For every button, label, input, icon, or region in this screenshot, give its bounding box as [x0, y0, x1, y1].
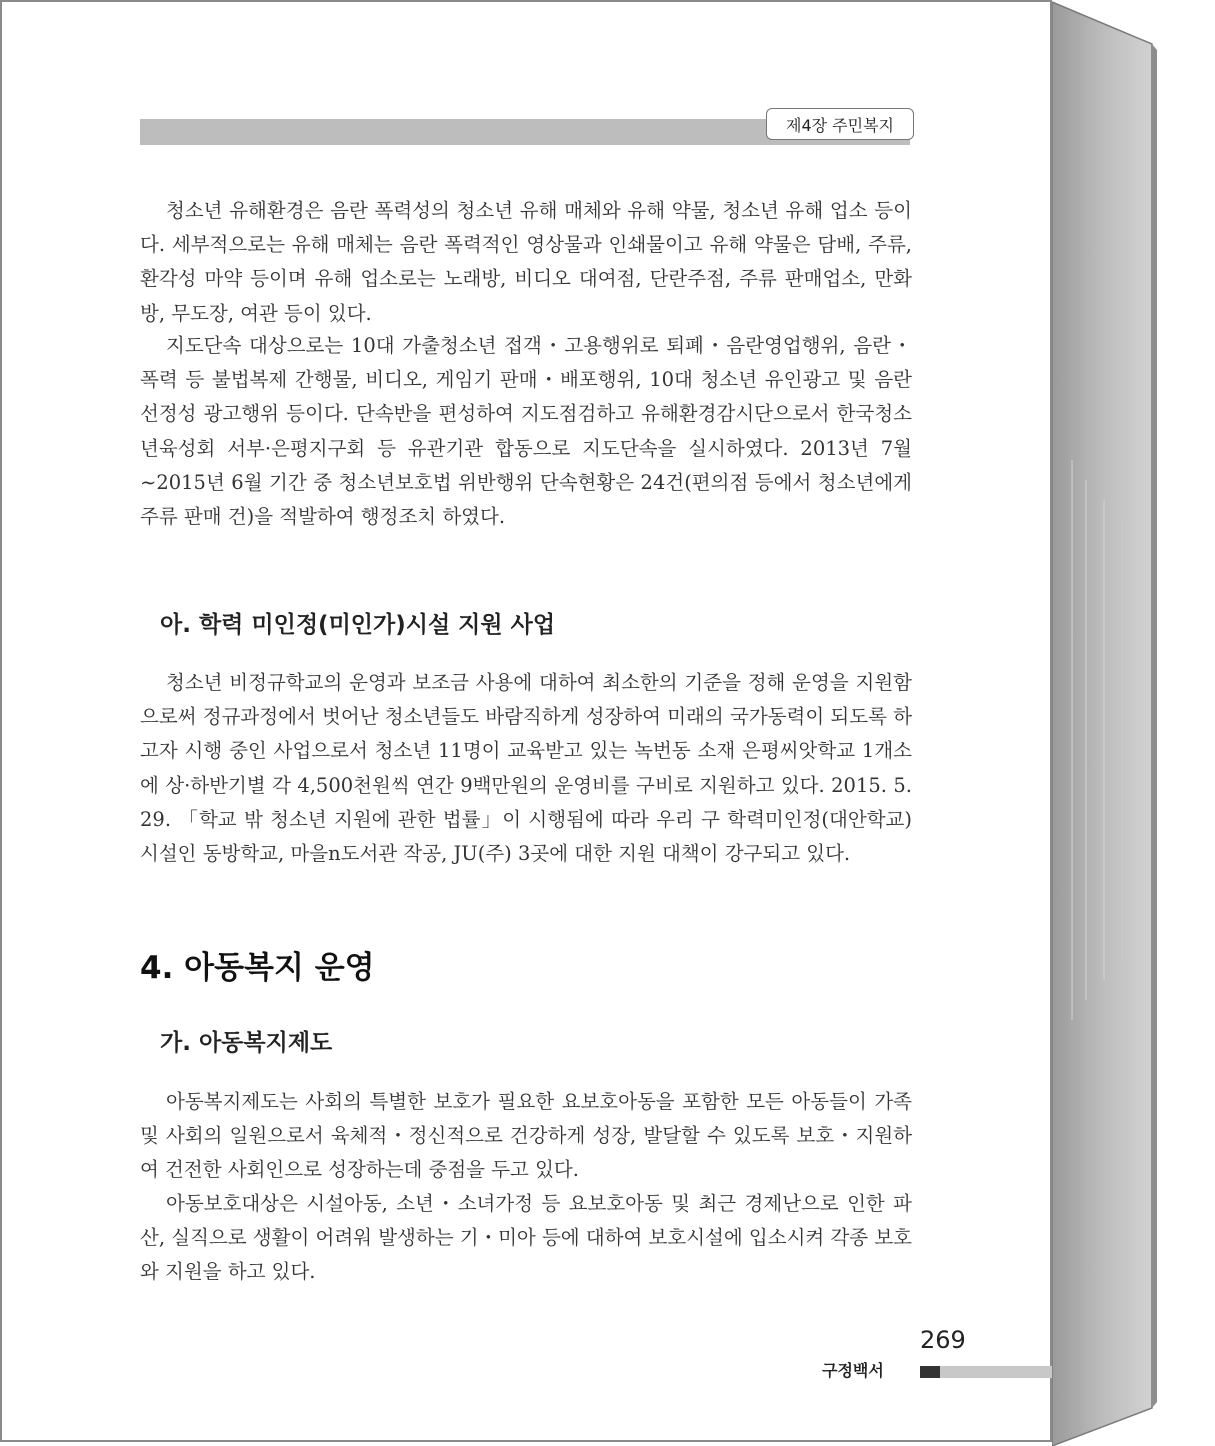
section-heading: 아. 학력 미인정(미인가)시설 지원 사업 — [160, 612, 556, 638]
chapter-section-heading: 4. 아동복지 운영 — [140, 950, 375, 986]
paragraph: 청소년 유해환경은 음란 폭력성의 청소년 유해 매체와 유해 약물, 청소년 유해 업소 등이다. 세부적으로는 유해 매체는 음란 폭력적인 영상물과 인쇄물이고 유해 약물은 담배, 주류, 환각성 마약 등이며 유해 업소로는 노래방, 비디오 대여점, 단란주점, 주류 판매업소, 만화방, 무도장, 여관 등이 있다. — [140, 199, 912, 325]
page-number: 269 — [920, 1326, 966, 1354]
book-edge — [1052, 0, 1215, 1446]
book-title: 구정백서 — [822, 1361, 884, 1380]
paragraph: 아동보호대상은 시설아동, 소년・소녀가정 등 요보호아동 및 최근 경제난으로 인한 파산, 실직으로 생활이 어려워 발생하는 기・미아 등에 대하여 보호시설에 입소시켜 각종 보호와 지원을 하고 있다. — [140, 1192, 913, 1284]
section-heading: 가. 아동복지제도 — [160, 1030, 333, 1056]
paragraph: 지도단속 대상으로는 10대 가출청소년 접객・고용행위로 퇴폐・음란영업행위, 음란・폭력 등 불법복제 간행물, 비디오, 게임기 판매・배포행위, 10대 청소년 유인광고 및 음란 선정성 광고행위 등이다. 단속반을 편성하여 지도점검하고 유해환경감시단으로서 한국청소년육성회 서부·은평지구회 등 유관기관 합동으로 지도단속을 실시하였다. 2013년 7월∼2015년 6월 기간 중 청소년보호법 위반행위 단속현황은 24건(편의점 등에서 청소년에게 주류 판매 건)을 적발하여 행정조치 하였다. — [140, 334, 912, 529]
footer-marker — [920, 1366, 940, 1378]
footer-bar — [940, 1366, 1052, 1378]
chapter-tab: 제4장 주민복지 — [766, 108, 914, 140]
paragraph: 아동복지제도는 사회의 특별한 보호가 필요한 요보호아동을 포함한 모든 아동들이 가족 및 사회의 일원으로서 육체적・정신적으로 건강하게 성장, 발달할 수 있도록 보호・지원하여 건전한 사회인으로 성장하는데 중점을 두고 있다. — [140, 1090, 912, 1182]
paragraph: 청소년 비정규학교의 운영과 보조금 사용에 대하여 최소한의 기준을 정해 운영을 지원함으로써 정규과정에서 벗어난 청소년들도 바람직하게 성장하여 미래의 국가동력이 되도록 하고자 시행 중인 사업으로서 청소년 11명이 교육받고 있는 녹번동 소재 은평씨앗학교 1개소에 상·하반기별 각 4,500천원씩 연간 9백만원의 운영비를 구비로 지원하고 있다. 2015. 5. 29. 「학교 밖 청소년 지원에 관한 법률」이 시행됨에 따라 우리 구 학력미인정(대안학교)시설인 동방학교, 마을n도서관 작공, JU(주) 3곳에 대한 지원 대책이 강구되고 있다. — [140, 671, 912, 866]
